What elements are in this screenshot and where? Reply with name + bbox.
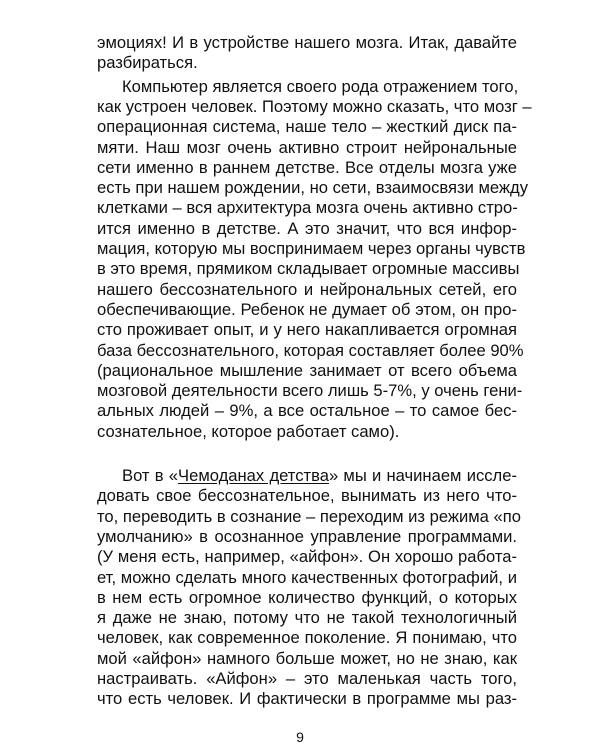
text-line: довать свое бессознательное, вынимать из него что- [97,486,517,506]
text-line: я даже не знаю, потому что не такой технологичный [97,608,517,628]
text-line: мой «айфон» намного больше может, но не знаю, как [97,648,517,668]
text-run: Вот в « [122,466,179,485]
text-line: клетками – вся архитектура мозга очень активно стро- [97,198,518,218]
text-line: мозговой деятельности всего лишь 5-7%, у очень гени- [97,381,523,401]
text-line: обеспечивающие. Ребенок не думает об этом, он про- [97,299,517,319]
text-line: база бессознательного, которая составляет более 90% [97,340,524,360]
text-line: есть при нашем рождении, но сети, взаимосвязи между [97,178,528,198]
text-line [122,466,517,486]
text-line: (рациональное мышление занимает от всего объема [97,360,517,380]
text-line: Компьютер является своего рода отражением того, [122,76,519,96]
text-line: нашего бессознательного и нейрональных сетей, его [97,279,517,299]
text-run: » мы и начинаем иссле- [328,466,517,485]
text-line: ится именно в детстве. А это значит, что вся инфор- [97,218,517,238]
text-line: эмоциях! И в устройстве нашего мозга. Итак, давайте [97,33,517,52]
text-line: что есть человек. И фактически в программе мы раз- [97,689,517,709]
text-line: сети именно в раннем детстве. Все отделы мозга уже [97,157,517,177]
text-line: в это время, прямиком складывает огромные массивы [97,259,520,279]
text-line: то, переводить в сознание – переходим из режима «по [97,506,521,526]
text-line: сто проживает опыт, и у него накапливается огромная [97,320,517,340]
text-line: мация, которую мы воспринимаем через органы чувств [97,239,526,258]
text-line: (У меня есть, например, «айфон». Он хорошо работа- [97,547,517,567]
text-line: операционная система, наше тело – жесткий диск па- [97,117,517,137]
text-line: в нем есть огромное количество функций, о которых [97,587,517,607]
book-title: Чемоданах детства [178,466,329,485]
text-line: ет, можно сделать много качественных фотографий, и [97,567,517,587]
text-line: как устроен человек. Поэтому можно сказать, что мозг – [97,96,532,116]
text-line: мяти. Наш мозг очень активно строит нейрональные [97,137,517,157]
text-line: разбираться. [97,53,198,73]
text-line: человек, как современное поколение. Я понимаю, что [97,628,517,648]
text-line: альных людей – 9%, а все остальное – то самое бес- [97,401,517,421]
text-line: настраивать. «Айфон» – это маленькая часть того, [97,669,517,688]
text-line: умолчанию» в осознанное управление программами. [97,526,517,546]
page-number: 9 [296,728,304,745]
text-line: сознательное, которое работает само). [97,421,400,441]
